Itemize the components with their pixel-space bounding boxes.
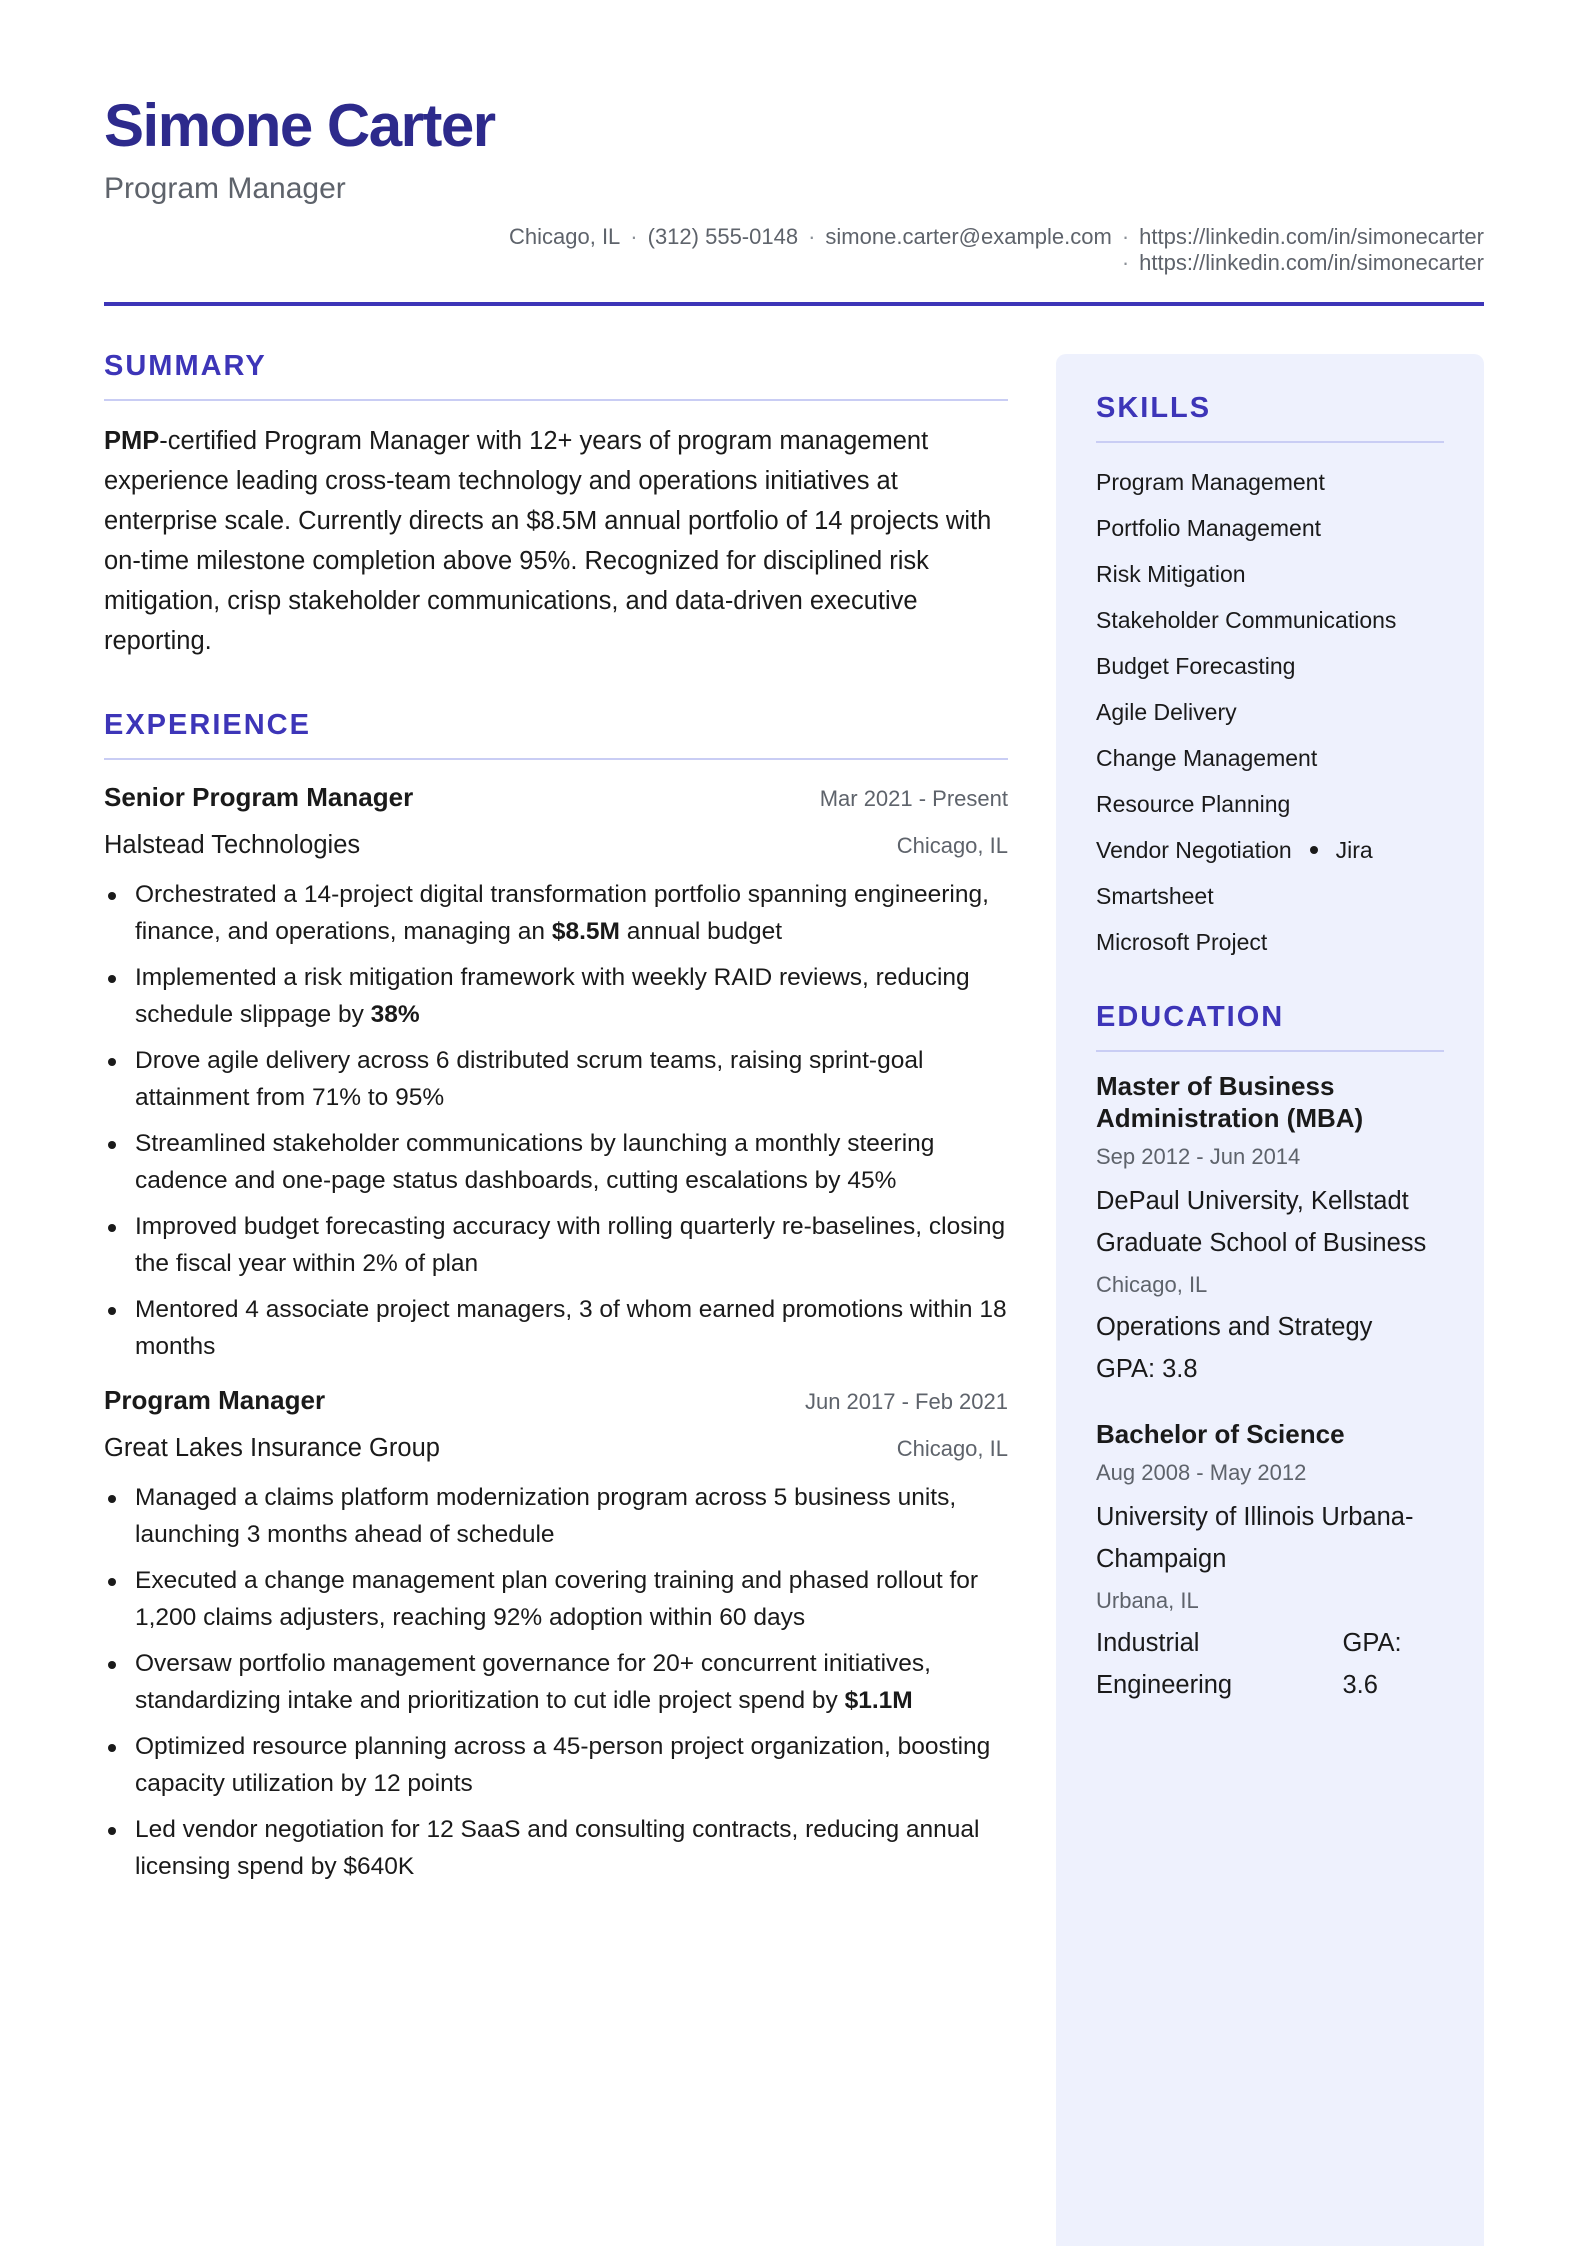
contact-line-1: [509, 224, 1484, 250]
bullet-text: Implemented a risk mitigation framework with weekly RAID reviews, reducing schedule slippage by: [135, 964, 970, 1028]
job-location: Chicago, IL: [896, 833, 1008, 858]
list-item: [104, 1728, 1008, 1802]
bullet-text: Managed a claims platform modernization program across 5 business units, launching 3 months ahead of schedule: [135, 1484, 957, 1548]
bullet-text: Mentored 4 associate project managers, 3 of whom earned promotions within 18 months: [135, 1296, 1007, 1360]
section-title-summary: SUMMARY: [104, 350, 267, 382]
bullet-text: Oversaw portfolio management governance for 20+ concurrent initiatives, standardizing intake and prioritization to cut idle project spend by: [135, 1650, 931, 1714]
skill-item: Change Management: [1096, 745, 1318, 771]
list-item: [104, 1479, 1008, 1553]
contact-phone[interactable]: (312) 555-0148: [647, 224, 799, 249]
edu-field-row: [1096, 1622, 1444, 1706]
candidate-name: Simone Carter: [104, 92, 495, 159]
bullet-text: Streamlined stakeholder communications by launching a monthly steering cadence and one-page status dashboards, cutting escalations by 45%: [135, 1130, 935, 1194]
skills-list: [1096, 459, 1444, 965]
job-bullets: [104, 876, 1008, 1365]
section-title-education: EDUCATION: [1096, 1001, 1285, 1033]
bullet-text: Drove agile delivery across 6 distributed scrum teams, raising sprint-goal attainment from 71% to 95%: [135, 1047, 924, 1111]
list-item: [104, 1645, 1008, 1719]
contact-linkedin-link[interactable]: https://linkedin.com/in/simonecarter: [1139, 224, 1484, 249]
job-header: [104, 782, 1008, 813]
bullet-dot-icon: [1310, 846, 1318, 854]
list-item: [104, 1208, 1008, 1282]
edu-location: Urbana, IL: [1096, 1588, 1199, 1613]
contact-linkedin-link-2[interactable]: https://linkedin.com/in/simonecarter: [1139, 250, 1484, 275]
resume-header: [104, 92, 1484, 275]
edu-gpa: GPA: 3.6: [1342, 1629, 1402, 1699]
section-title-skills: SKILLS: [1096, 392, 1212, 424]
edu-degree: Bachelor of Science: [1096, 1419, 1345, 1449]
contact-separator: ·: [808, 224, 816, 249]
section-divider: [1096, 441, 1444, 443]
job-company: Halstead Technologies: [104, 831, 361, 859]
contact-line-2: [509, 250, 1484, 276]
bullet-highlight: 38%: [370, 1001, 420, 1028]
education-entry: [1096, 1070, 1444, 1390]
skill-item: Resource Planning: [1096, 791, 1291, 817]
skill-item: Risk Mitigation: [1096, 561, 1246, 587]
contact-separator: ·: [1121, 224, 1130, 249]
skill-item: Program Management: [1096, 469, 1325, 495]
skill-item: Microsoft Project: [1096, 929, 1268, 955]
job-entry: [104, 782, 1008, 1365]
job-subheader: [104, 1434, 1008, 1463]
job-subheader: [104, 831, 1008, 860]
contact-separator: ·: [1121, 250, 1130, 275]
edu-dates: Sep 2012 - Jun 2014: [1096, 1144, 1301, 1169]
summary-text: [104, 421, 1008, 661]
job-title: Senior Program Manager: [104, 782, 414, 812]
edu-location: Chicago, IL: [1096, 1272, 1208, 1297]
contact-location: Chicago, IL: [509, 224, 621, 249]
skill-item: Stakeholder Communications: [1096, 607, 1397, 633]
job-entry: [104, 1385, 1008, 1885]
job-title: Program Manager: [104, 1385, 326, 1415]
edu-field: Industrial Engineering: [1096, 1629, 1233, 1699]
job-bullets: [104, 1479, 1008, 1885]
education-entry: [1096, 1418, 1444, 1706]
skill-item: Agile Delivery: [1096, 699, 1237, 725]
summary-section: [104, 352, 1008, 661]
edu-dates: Aug 2008 - May 2012: [1096, 1460, 1307, 1485]
skill-item: Budget Forecasting: [1096, 653, 1296, 679]
bullet-highlight: $8.5M: [551, 918, 620, 945]
header-divider: [104, 302, 1484, 306]
job-header: [104, 1385, 1008, 1416]
list-item: [104, 1125, 1008, 1199]
summary-lead: PMP: [104, 427, 160, 455]
summary-body: -certified Program Manager with 12+ years of program management experience leading cross-team technology and operations initiatives at enterprise scale. Currently directs an $8.5M annual portfolio of 14 projects with on-time milestone completion above 95%. Recognized for disciplined risk mitigation, crisp stakeholder communications, and data-driven executive reporting.: [104, 427, 992, 655]
contact-email[interactable]: simone.carter@example.com: [825, 224, 1112, 249]
edu-degree: Master of Business Administration (MBA): [1096, 1071, 1364, 1133]
job-dates: Mar 2021 - Present: [819, 786, 1008, 811]
list-item: [104, 1291, 1008, 1365]
skill-row: [1096, 827, 1444, 873]
bullet-text: Improved budget forecasting accuracy with rolling quarterly re-baselines, closing the fiscal year within 2% of plan: [135, 1213, 1006, 1277]
bullet-text: Optimized resource planning across a 45-person project organization, boosting capacity utilization by 12 points: [135, 1733, 991, 1797]
skill-item: Portfolio Management: [1096, 515, 1322, 541]
edu-school: DePaul University, Kellstadt Graduate School of Business: [1096, 1187, 1427, 1257]
section-divider: [104, 399, 1008, 401]
skill-item: Jira: [1335, 837, 1373, 863]
bullet-text: Executed a change management plan covering training and phased rollout for 1,200 claims adjusters, reaching 92% adoption within 60 days: [135, 1567, 979, 1631]
main-column: [104, 352, 1008, 1894]
section-title-experience: EXPERIENCE: [104, 709, 311, 741]
skill-item: Vendor Negotiation: [1096, 837, 1292, 863]
list-item: [104, 876, 1008, 950]
sidebar-content: [1096, 394, 1444, 1706]
job-company: Great Lakes Insurance Group: [104, 1434, 440, 1462]
list-item: [104, 959, 1008, 1033]
job-location: Chicago, IL: [896, 1436, 1008, 1461]
candidate-role: Program Manager: [104, 172, 346, 205]
edu-gpa: GPA: 3.8: [1096, 1355, 1198, 1383]
section-divider: [104, 758, 1008, 760]
bullet-text: Orchestrated a 14-project digital transformation portfolio spanning engineering, finance, and operations, managing an: [135, 881, 989, 945]
section-divider: [1096, 1050, 1444, 1052]
edu-field: Operations and Strategy: [1096, 1313, 1373, 1341]
sidebar-column: [1056, 354, 1484, 2246]
list-item: [104, 1562, 1008, 1636]
bullet-text: annual budget: [619, 918, 783, 945]
experience-section: [104, 711, 1008, 1885]
list-item: [104, 1811, 1008, 1885]
edu-school: University of Illinois Urbana-Champaign: [1096, 1503, 1414, 1573]
skills-section: [1096, 394, 1444, 965]
skill-item: Smartsheet: [1096, 883, 1214, 909]
contact-separator: ·: [630, 224, 638, 249]
contact-info: [509, 224, 1484, 276]
bullet-text: Led vendor negotiation for 12 SaaS and consulting contracts, reducing annual licensing spend by $640K: [135, 1816, 980, 1880]
job-dates: Jun 2017 - Feb 2021: [804, 1389, 1008, 1414]
education-section: [1096, 1003, 1444, 1706]
list-item: [104, 1042, 1008, 1116]
bullet-highlight: $1.1M: [844, 1687, 913, 1714]
